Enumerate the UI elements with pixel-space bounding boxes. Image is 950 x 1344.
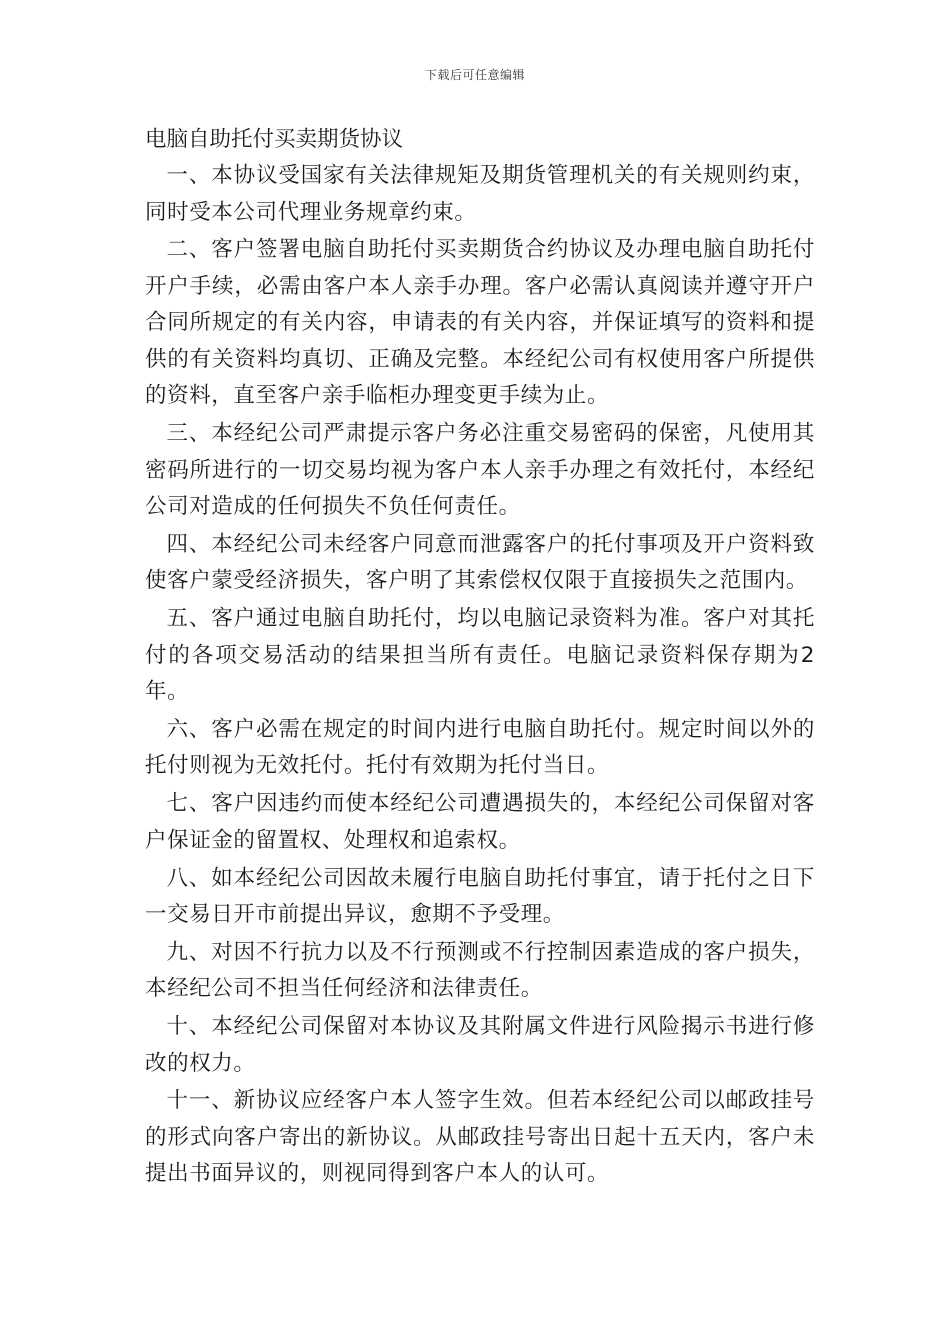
document-body: [145, 122, 815, 1194]
document-title: 电脑自助托付买卖期货协议: [145, 127, 404, 152]
clause-2: 二、客户签署电脑自助托付买卖期货合约协议及办理电脑自助托付开户手续，必需由客户本人亲手办理。客户必需认真阅读并遵守开户合同所规定的有关内容，申请表的有关内容，并保证填写的资料和提供的有关资料均真切、正确及完整。本经纪公司有权使用客户所提供的资料，直至客户亲手临柜办理变更手续为止。: [145, 237, 815, 409]
header-note: 下载后可任意编辑: [424, 68, 525, 82]
clause-7: 七、客户因违约而使本经纪公司遭遇损失的，本经纪公司保留对客户保证金的留置权、处理权和追索权。: [145, 791, 815, 853]
clause-1: 一、本协议受国家有关法律规矩及期货管理机关的有关规则约束，同时受本公司代理业务规章约束。: [145, 163, 815, 225]
clause-5: 五、客户通过电脑自助托付，均以电脑记录资料为准。客户对其托付的各项交易活动的结果担当所有责任。电脑记录资料保存期为2年。: [145, 606, 815, 705]
clause-3: 三、本经纪公司严肃提示客户务必注重交易密码的保密，凡使用其密码所进行的一切交易均视为客户本人亲手办理之有效托付，本经纪公司对造成的任何损失不负任何责任。: [145, 421, 815, 520]
clause-10: 十、本经纪公司保留对本协议及其附属文件进行风险揭示书进行修改的权力。: [145, 1014, 815, 1076]
clause-6: 六、客户必需在规定的时间内进行电脑自助托付。规定时间以外的托付则视为无效托付。托付有效期为托付当日。: [145, 716, 815, 779]
clause-4: 四、本经纪公司未经客户同意而泄露客户的托付事项及开户资料致使客户蒙受经济损失，客户明了其索偿权仅限于直接损失之范围内。: [145, 531, 815, 594]
clause-8: 八、如本经纪公司因故未履行电脑自助托付事宜，请于托付之日下一交易日开市前提出异议，愈期不予受理。: [145, 865, 815, 928]
clause-9: 九、对因不行抗力以及不行预测或不行控制因素造成的客户损失，本经纪公司不担当任何经济和法律责任。: [145, 939, 815, 1002]
clause-11: 十一、新协议应经客户本人签字生效。但若本经纪公司以邮政挂号的形式向客户寄出的新协议。从邮政挂号寄出日起十五天内，客户未提出书面异议的，则视同得到客户本人的认可。: [145, 1088, 815, 1187]
